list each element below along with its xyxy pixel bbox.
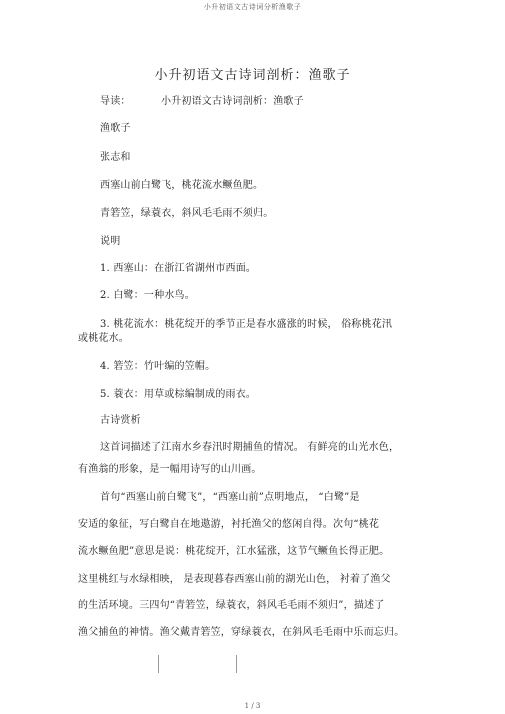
note-item: 1. 西塞山：在浙江省湖州市西面。 [100,263,257,274]
lead-text: 小升初语文古诗词剖析：渔歌子 [161,96,304,107]
appreciation-line: 渔父捕鱼的神情。渔父戴青箬笠，穿绿蓑衣，在斜风毛毛雨中乐而忘归。 [78,627,405,638]
appreciation-line: 流水鳜鱼肥”意思是说：桃花绽开，江水猛涨，这节气鳜鱼长得正肥。 [78,546,390,557]
page-number: 1 / 3 [244,702,261,710]
poem-line: 青箬笠，绿蓑衣，斜风毛毛雨不须归。 [100,208,274,219]
poem-author: 张志和 [100,152,131,163]
note-item: 5. 蓑衣：用草或棕编制成的雨衣。 [100,389,257,400]
margin-rule-left [158,655,159,673]
note-item-continued: 或桃花水。 [78,333,129,344]
note-item: 4. 箬笠：竹叶编的笠帽。 [100,361,216,372]
appreciation-line: 这里桃红与水绿相映， 是表现暮春西塞山前的湖光山色， 衬着了渔父 [78,574,391,585]
appreciation-line: 首句“西塞山前白鹭飞”，“西塞山前”点明地点， “白鹭”是 [100,492,360,503]
appreciation-line: 有渔翁的形象，是一幅用诗写的山川画。 [78,464,262,475]
lead-line [100,95,400,109]
poem-title: 渔歌子 [100,123,131,134]
notes-heading: 说明 [100,236,121,247]
appreciation-line: 的生活环境。三四句“青箬笠，绿蓑衣，斜风毛毛雨不须归”，描述了 [78,600,385,611]
poem-line: 西塞山前白鹭飞，桃花流水鳜鱼肥。 [100,180,264,191]
note-item: 3. 桃花流水：桃花绽开的季节正是春水盛涨的时候， 俗称桃花汛 [100,319,393,330]
appreciation-heading: 古诗赏析 [100,415,141,426]
appreciation-line: 这首词描述了江南水乡春汛时期捕鱼的情况。 有鲜亮的山光水色， [100,442,400,453]
running-header: 小升初语文古诗词分析渔歌子 [203,3,302,11]
lead-label: 导读： [100,96,131,107]
margin-rule-right [236,655,237,673]
appreciation-line: 安适的象征，写白鹭自在地遨游，衬托渔父的悠闲自得。次句“桃花 [78,519,380,530]
document-title: 小升初语文古诗词剖析：渔歌子 [154,68,351,83]
note-item: 2. 白鹭：一种水鸟。 [100,290,195,301]
